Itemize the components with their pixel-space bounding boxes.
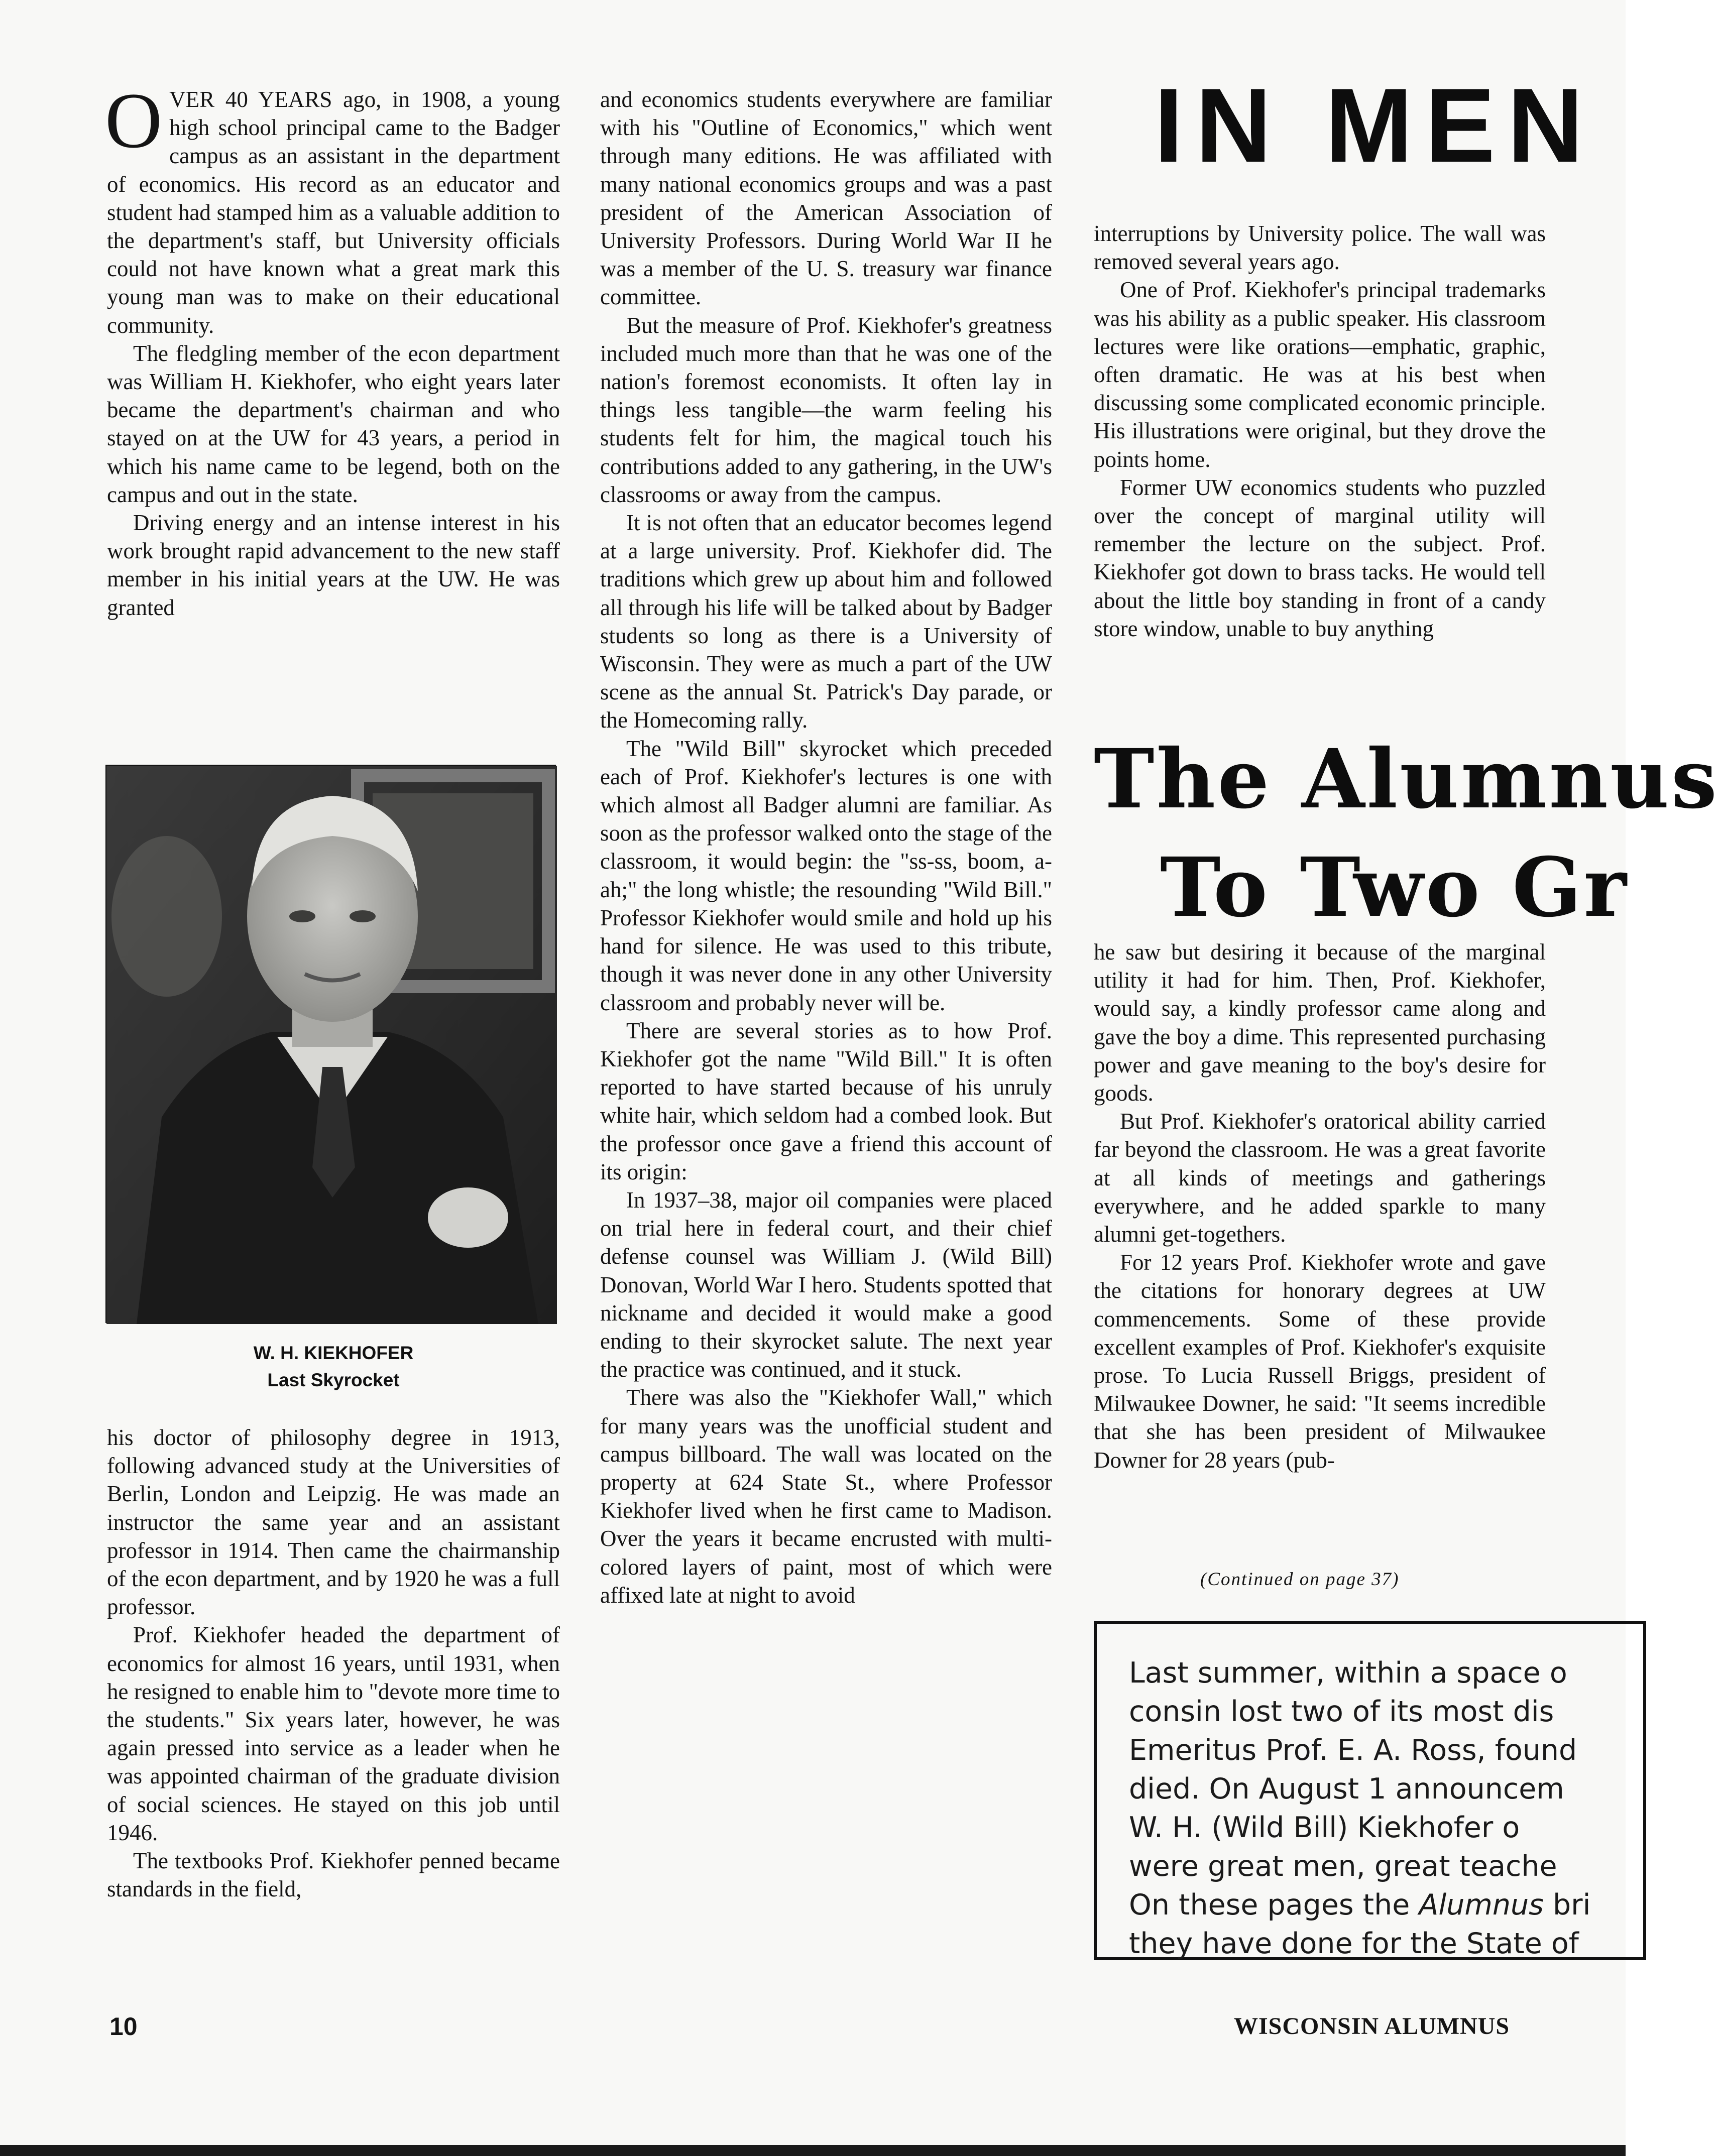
article-column-3: [1094, 219, 1546, 643]
article-paragraph: The "Wild Bill" skyrocket which preceded each of Prof. Kiekhofer's lectures is one with which almost all Badger alumni are familiar. As soon as the professor walked onto the stage of the classroom, it would begin: the "ss-ss, boom, a-ah;" the long whistle; the resounding "Wild Bill." Professor Kiekhofer would smile and hold up his hand for silence. He was used to this tribute, though it was never done in any other University classroom and probably never will be.: [600, 736, 1052, 1015]
publication-name: WISCONSIN ALUMNUS: [1234, 2013, 1510, 2040]
photo-caption: [107, 1340, 560, 1394]
article-column-2: [600, 85, 1052, 1609]
bottom-border: [0, 2145, 1626, 2156]
intro-line: Emeritus Prof. E. A. Ross, found: [1129, 1734, 1577, 1767]
article-paragraph: One of Prof. Kiekhofer's principal trademarks was his ability as a public speaker. His classroom lectures were like orations—emphatic, graphic, often dramatic. He was at his best when discussing some complicated economic principle. His illustrations were original, but they drove the points home.: [1094, 277, 1546, 472]
article-paragraph: There are several stories as to how Prof. Kiekhofer got the name "Wild Bill." It is often reported to have started because of his unruly white hair, which seldom had a combed look. But the professor once gave a friend this account of its origin:: [600, 1018, 1052, 1184]
intro-line: consin lost two of its most dis: [1129, 1695, 1554, 1728]
article-paragraph: The textbooks Prof. Kiekhofer penned became standards in the field,: [107, 1848, 560, 1902]
article-paragraph: and economics students everywhere are familiar with his "Outline of Economics," which went through many editions. He was affiliated with many national economics groups and was a past president of the American Association of University Professors. During World War II he was a member of the U. S. treasury war finance committee.: [600, 87, 1052, 310]
intro-line: Last summer, within a space o: [1129, 1656, 1567, 1690]
portrait-photo: [105, 765, 556, 1323]
intro-text: On these pages the: [1129, 1888, 1419, 1922]
article-paragraph: The fledgling member of the econ department was William H. Kiekhofer, who eight years later became the department's chairman and who stayed on at the UW for 43 years, a period in which his name came to be legend, both on the campus and out in the state.: [107, 340, 560, 507]
intro-italic: Alumnus: [1419, 1888, 1544, 1922]
article-paragraph: interruptions by University police. The wall was removed several years ago.: [1094, 221, 1546, 275]
article-paragraph: There was also the "Kiekhofer Wall," which for many years was the unofficial student and campus billboard. The wall was located on the property at 624 State St., where Professor Kiekhofer lived when he first came to Madison. Over the years it became encrusted with multi-colored layers of paint, most of which were affixed late at night to avoid: [600, 1385, 1052, 1608]
article-paragraph: Driving energy and an intense interest in his work brought rapid advancement to the new staff member in his initial years at the UW. He was granted: [107, 510, 560, 620]
portrait-illustration: [106, 766, 557, 1324]
article-paragraph: In 1937–38, major oil companies were placed on trial here in federal court, and their chief defense counsel was William J. (Wild Bill) Donovan, World War I hero. Students spotted that nickname and decided it would make a good ending to their skyrocket salute. The next year the practice was continued, and it stuck.: [600, 1187, 1052, 1382]
article-column-1-continued: [107, 1423, 560, 1903]
article-paragraph: Former UW economics students who puzzled over the concept of marginal utility will remember the lecture on the subject. Prof. Kiekhofer got down to brass tacks. He would tell about the little boy standing in front of a candy store window, unable to buy anything: [1094, 474, 1546, 641]
intro-line: were great men, great teache: [1129, 1850, 1557, 1883]
article-paragraph: his doctor of philosophy degree in 1913, following advanced study at the Universities of Berlin, London and Leipzig. He was made an instructor the same year and an assistant professor in 1914. Then came the chairmanship of the econ department, and by 1920 he was a full professor.: [107, 1425, 560, 1620]
caption-subtitle: Last Skyrocket: [267, 1370, 400, 1390]
intro-line: died. On August 1 announcem: [1129, 1772, 1564, 1806]
article-paragraph: [105, 77, 560, 339]
article-column-1: [105, 77, 560, 622]
intro-line: W. H. (Wild Bill) Kiekhofer o: [1129, 1811, 1520, 1844]
intro-line: they have done for the State of: [1129, 1927, 1579, 1960]
headline-line-1: The Alumnus: [1094, 732, 1719, 827]
article-paragraph: But the measure of Prof. Kiekhofer's greatness included much more than that he was one of the nation's foremost economists. It often lay in things less tangible—the warm feeling his students felt for him, the magical touch his contributions added to any gathering, in the UW's classrooms or away from the campus.: [600, 312, 1052, 507]
article-paragraph: he saw but desiring it because of the marginal utility it had for him. Then, Prof. Kiekhofer, would say, a kindly professor came along and gave the boy a dime. This represented purchasing power and gave meaning to the boy's desire for goods.: [1094, 939, 1546, 1106]
article-paragraph: Prof. Kiekhofer headed the department of economics for almost 16 years, until 1931, when he resigned to enable him to "devote more time to the students." Six years later, however, he was again pressed into service as a leader when he was appointed chairman of the graduate division of social sciences. He stayed on this job until 1946.: [107, 1622, 560, 1845]
continued-note: (Continued on page 37): [1200, 1569, 1400, 1590]
intro-box: [1094, 1621, 1646, 1960]
section-title: IN MEN: [1154, 66, 1595, 184]
intro-text: bri: [1543, 1888, 1591, 1922]
caption-name: W. H. KIEKHOFER: [253, 1343, 414, 1363]
article-paragraph: It is not often that an educator becomes legend at a large university. Prof. Kiekhofer did. The traditions which grew up about him and followed all through his life will be talked about by Badger students so long as there is a University of Wisconsin. They were as much a part of the UW scene as the annual St. Patrick's Day parade, or the Homecoming rally.: [600, 510, 1052, 733]
intro-line: [1129, 1886, 1643, 1925]
article-paragraph: But Prof. Kiekhofer's oratorical ability carried far beyond the classroom. He was a great favorite at all kinds of meetings and gatherings everywhere, and he added sparkle to many alumni get-togethers.: [1094, 1109, 1546, 1247]
article-paragraph: For 12 years Prof. Kiekhofer wrote and gave the citations for honorary degrees at UW commencements. Some of these provide excellent examples of Prof. Kiekhofer's exquisite prose. To Lucia Russell Briggs, president of Milwaukee Downer, he said: "It seems incredible that she has been president of Milwaukee Downer for 28 years (pub-: [1094, 1250, 1546, 1473]
headline-line-2: To Two Gr: [1160, 840, 1629, 935]
page-number: 10: [109, 2012, 138, 2041]
article-column-3-continued: [1094, 938, 1546, 1474]
paragraph-text: VER 40 YEARS ago, in 1908, a young high school principal came to the Badger campus as an assistant in the department of economics. His record as an educator and student had stamped him as a valuable addition to the department's staff, but University officials could not have known what a great mark this young man was to make on their educational community.: [107, 87, 560, 338]
drop-cap: O: [105, 77, 163, 165]
